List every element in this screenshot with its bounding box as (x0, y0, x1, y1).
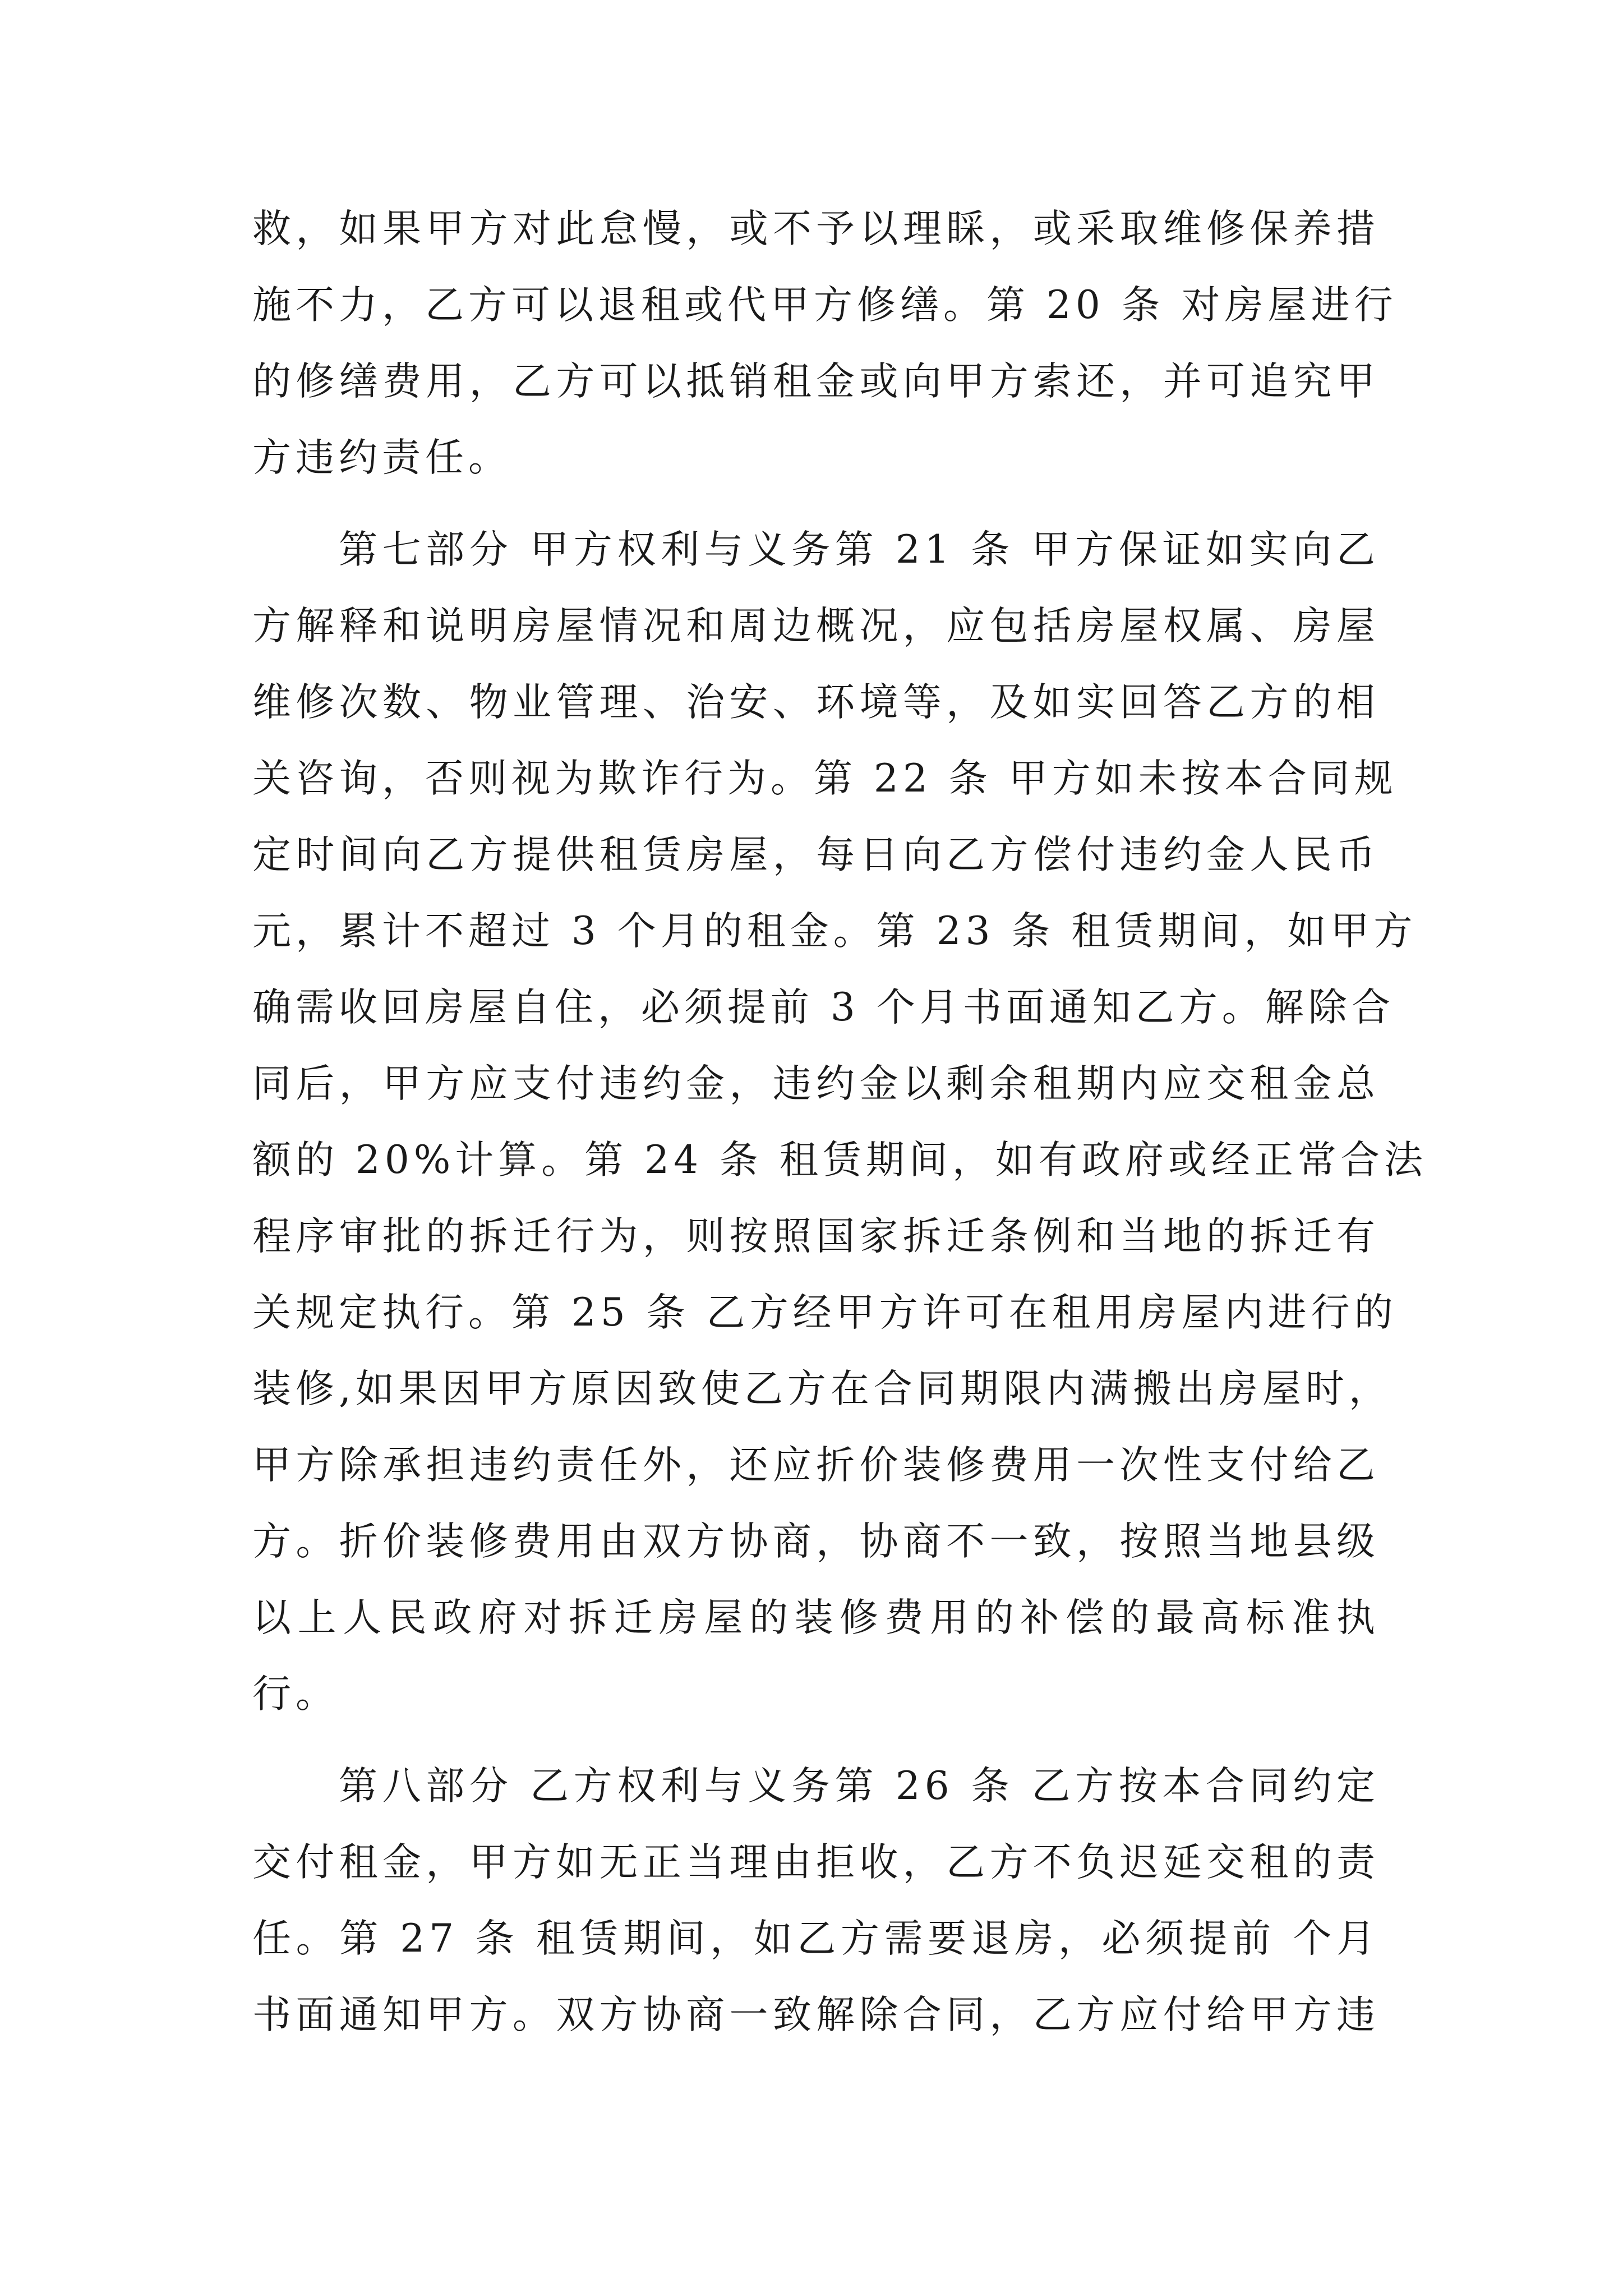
text-line: 第八部分 乙方权利与义务第 26 条 乙方按本合同约定 (339, 1764, 1380, 1809)
text-line: 关咨询，否则视为欺诈行为。第 22 条 甲方如未按本合同规 (252, 756, 1398, 801)
text-line: 施不力，乙方可以退租或代甲方修缮。第 20 条 对房屋进行 (252, 283, 1398, 328)
paragraph-1 (252, 191, 1398, 496)
text-line: 救，如果甲方对此怠慢，或不予以理睬，或采取维修保养措 (252, 206, 1380, 251)
text-line: 第七部分 甲方权利与义务第 21 条 甲方保证如实向乙 (339, 527, 1380, 572)
text-line: 确需收回房屋自住，必须提前 3 个月书面通知乙方。解除合 (252, 985, 1395, 1030)
paragraph-2 (252, 512, 1427, 1732)
text-line: 元，累计不超过 3 个月的租金。第 23 条 租赁期间，如甲方 (252, 909, 1417, 954)
paragraph-gap (252, 1732, 1380, 1748)
paragraph-3 (252, 1748, 1380, 2053)
paragraph-gap (252, 496, 1380, 512)
text-line: 交付租金，甲方如无正当理由拒收，乙方不负迟延交租的责 (252, 1840, 1380, 1885)
text-line: 任。第 27 条 租赁期间，如乙方需要退房，必须提前 个月 (252, 1916, 1380, 1961)
text-line: 的修缮费用，乙方可以抵销租金或向甲方索还，并可追究甲 (252, 359, 1380, 404)
text-line: 方违约责任。 (252, 435, 511, 480)
text-line: 同后，甲方应支付违约金，违约金以剩余租期内应交租金总 (252, 1061, 1380, 1106)
text-line: 行。 (252, 1672, 339, 1717)
text-line: 方解释和说明房屋情况和周边概况，应包括房屋权属、房屋 (252, 604, 1380, 648)
document-body (252, 191, 1427, 2053)
text-line: 程序审批的拆迁行为，则按照国家拆迁条例和当地的拆迁有 (252, 1214, 1380, 1259)
text-line: 装修,如果因甲方原因致使乙方在合同期限内满搬出房屋时， (252, 1366, 1392, 1411)
text-line: 书面通知甲方。双方协商一致解除合同，乙方应付给甲方违 (252, 1993, 1380, 2037)
text-line: 维修次数、物业管理、治安、环境等，及如实回答乙方的相 (252, 680, 1380, 725)
text-line: 以上人民政府对拆迁房屋的装修费用的补偿的最高标准执 (252, 1595, 1380, 1640)
text-line: 方。折价装修费用由双方协商，协商不一致，按照当地县级 (252, 1519, 1380, 1564)
text-line: 定时间向乙方提供租赁房屋，每日向乙方偿付违约金人民币 (252, 832, 1380, 877)
text-line: 甲方除承担违约责任外，还应折价装修费用一次性支付给乙 (252, 1443, 1380, 1488)
text-line: 关规定执行。第 25 条 乙方经甲方许可在租用房屋内进行的 (252, 1290, 1398, 1335)
text-line: 额的 20%计算。第 24 条 租赁期间，如有政府或经正常合法 (252, 1138, 1427, 1182)
